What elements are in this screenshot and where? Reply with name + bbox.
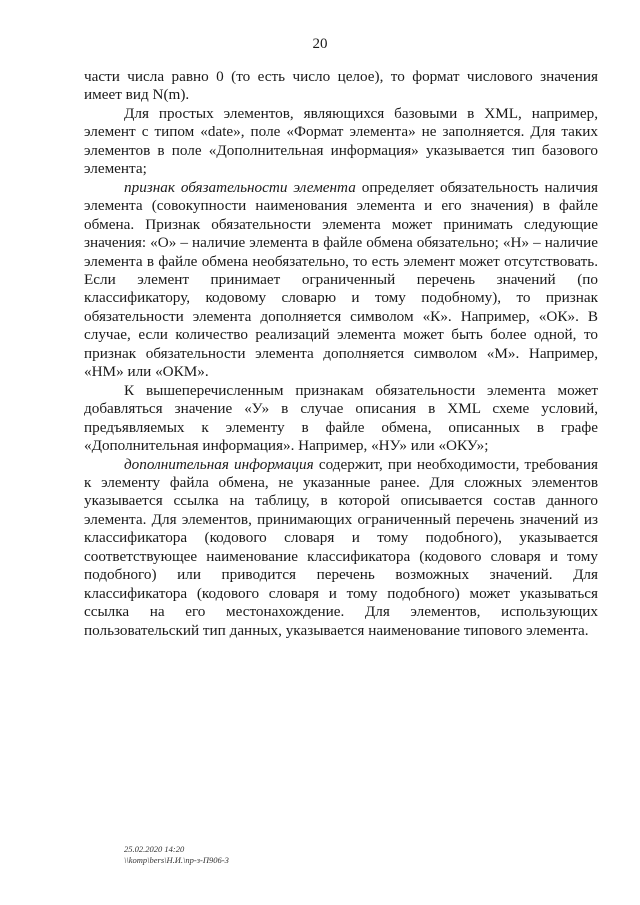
defined-term: дополнительная информация [124, 455, 314, 473]
paragraph-text: части числа равно 0 (то есть число целое), то формат числового значения имеет вид N(m). [84, 68, 598, 104]
footer-date: 25.02.2020 14:20 [124, 844, 185, 854]
paragraph-text: содержит, при необходимости, требования к элементу файла обмена, не указанные ранее. Для сложных элементов указывается ссылка на таблицу, в которой описывается состав данного элемента. Для элементов, принимающих ограниченный перечень значений из классификатора (кодового словаря и тому подобного), указывается соответствующее наименование классификатора (кодового словаря и тому подобного) или приводится перечень возможных значений. Для классификатора (кодового словаря и тому подобного) может указываться ссылка на его местонахождение. Для элементов, использующих пользовательский тип данных, указывается наименование типового элемента. [84, 455, 598, 639]
defined-term: признак обязательности элемента [124, 178, 356, 196]
paragraph-simple-elements [84, 105, 598, 179]
page-number: 20 [312, 36, 328, 52]
paragraph-continuation [84, 68, 598, 105]
paragraph-condition-flag [84, 382, 598, 456]
document-body [84, 68, 598, 640]
paragraph-mandatory-flag [84, 179, 598, 382]
footer-file-path: \\komp\bers\Н.И.\пр-з-П906-3 [124, 854, 229, 865]
paragraph-text: определяет обязательность наличия элемента (совокупности наименования элемента и его значения) в файле обмена. Признак обязательности элемента может принимать следующие значения: «О» – наличие элемента в файле обмена обязательно; «Н» – наличие элемента в файле обмена необязательно, то есть элемент может отсутствовать. Если элемент принимает ограниченный перечень значений (по классификатору, кодовому словарю и тому подобному), то признак обязательности элемента дополняется символом «К». Например, «ОК». В случае, если количество реализаций элемента может быть более одной, то признак обязательности элемента дополняется символом «М». Например, «НМ» или «ОКМ». [84, 178, 598, 381]
document-footer [124, 844, 229, 865]
paragraph-text: К вышеперечисленным признакам обязательности элемента может добавляться значение «У» в случае описания в XML схеме условий, предъявляемых к элементу в файле обмена, описанных в графе «Дополнительная информация». Например, «НУ» или «ОКУ»; [84, 381, 598, 455]
paragraph-additional-info [84, 456, 598, 641]
paragraph-text: Для простых элементов, являющихся базовыми в XML, например, элемент с типом «date», поле «Формат элемента» не заполняется. Для таких элементов в поле «Дополнительная информация» указывается тип базового элемента; [84, 104, 598, 178]
